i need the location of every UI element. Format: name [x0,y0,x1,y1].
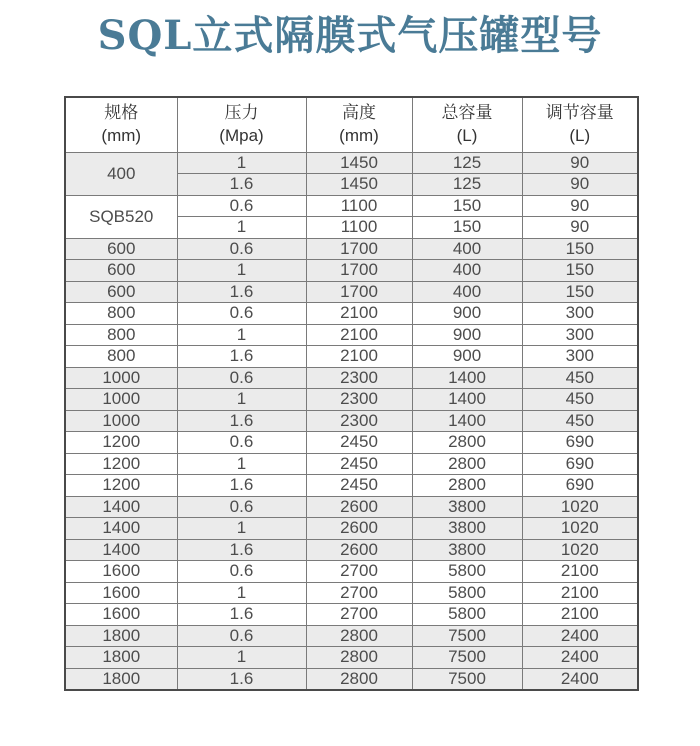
cell-spec: 600 [65,238,177,260]
cell-adjust-capacity: 150 [522,281,638,303]
cell-height: 2450 [306,453,412,475]
column-header-unit: (mm) [101,126,142,146]
table-row [65,410,638,432]
cell-pressure: 1.6 [177,346,306,368]
cell-adjust-capacity: 1020 [522,539,638,561]
cell-adjust-capacity: 690 [522,432,638,454]
table-header-row [65,97,638,152]
cell-spec: 800 [65,346,177,368]
cell-height: 2700 [306,604,412,626]
cell-total-capacity: 3800 [412,496,522,518]
cell-pressure: 1 [177,453,306,475]
cell-adjust-capacity: 90 [522,174,638,196]
cell-spec: 1400 [65,518,177,540]
column-header-label: 总容量 [441,103,493,122]
cell-height: 2600 [306,518,412,540]
table-row [65,539,638,561]
cell-pressure: 0.6 [177,432,306,454]
cell-total-capacity: 400 [412,238,522,260]
cell-adjust-capacity: 1020 [522,518,638,540]
cell-spec: 1800 [65,668,177,690]
cell-pressure: 1 [177,260,306,282]
column-header-unit: (mm) [339,126,379,146]
cell-total-capacity: 400 [412,260,522,282]
cell-pressure: 1.6 [177,410,306,432]
cell-adjust-capacity: 450 [522,367,638,389]
table-row [65,625,638,647]
cell-height: 2450 [306,475,412,497]
table-row [65,346,638,368]
table-row [65,260,638,282]
table-row [65,561,638,583]
cell-height: 1450 [306,174,412,196]
cell-pressure: 1.6 [177,475,306,497]
table-row [65,518,638,540]
cell-total-capacity: 125 [412,174,522,196]
table-row [65,152,638,174]
cell-total-capacity: 5800 [412,561,522,583]
table-row [65,238,638,260]
cell-pressure: 0.6 [177,195,306,217]
column-header-label: 调节容量 [545,103,614,122]
cell-total-capacity: 125 [412,152,522,174]
cell-height: 2300 [306,389,412,411]
cell-spec: 600 [65,281,177,303]
table-row [65,496,638,518]
page [0,10,700,746]
cell-spec: 1600 [65,561,177,583]
cell-height: 2700 [306,582,412,604]
cell-total-capacity: 2800 [412,432,522,454]
cell-height: 2450 [306,432,412,454]
cell-height: 1700 [306,260,412,282]
cell-spec: 1200 [65,475,177,497]
table-header [65,97,638,152]
cell-spec: 1200 [65,453,177,475]
table-row [65,432,638,454]
cell-height: 1700 [306,238,412,260]
cell-pressure: 1 [177,389,306,411]
cell-adjust-capacity: 1020 [522,496,638,518]
table-row [65,604,638,626]
table-row [65,647,638,669]
cell-adjust-capacity: 2100 [522,582,638,604]
cell-total-capacity: 1400 [412,389,522,411]
column-header-1 [65,97,177,152]
cell-total-capacity: 900 [412,324,522,346]
table-row [65,195,638,217]
cell-spec: 1400 [65,539,177,561]
cell-adjust-capacity: 300 [522,324,638,346]
cell-adjust-capacity: 90 [522,195,638,217]
cell-total-capacity: 7500 [412,647,522,669]
table-row [65,281,638,303]
cell-total-capacity: 150 [412,195,522,217]
cell-height: 2600 [306,496,412,518]
table-row [65,367,638,389]
cell-total-capacity: 1400 [412,410,522,432]
cell-pressure: 1.6 [177,539,306,561]
cell-adjust-capacity: 300 [522,346,638,368]
cell-spec: 1600 [65,604,177,626]
cell-spec: 800 [65,324,177,346]
cell-spec: 1800 [65,647,177,669]
cell-total-capacity: 3800 [412,539,522,561]
column-header-label: 压力 [224,103,259,122]
cell-spec: 1600 [65,582,177,604]
cell-total-capacity: 2800 [412,453,522,475]
cell-pressure: 1 [177,582,306,604]
column-header-5 [522,97,638,152]
cell-height: 2800 [306,625,412,647]
table-row [65,303,638,325]
cell-spec: 1800 [65,625,177,647]
cell-pressure: 1 [177,647,306,669]
cell-pressure: 0.6 [177,238,306,260]
cell-pressure: 1.6 [177,604,306,626]
cell-adjust-capacity: 2400 [522,647,638,669]
cell-total-capacity: 7500 [412,668,522,690]
cell-adjust-capacity: 2100 [522,604,638,626]
table-row [65,453,638,475]
table-row [65,668,638,690]
cell-spec: 1000 [65,410,177,432]
cell-height: 1450 [306,152,412,174]
cell-adjust-capacity: 2400 [522,668,638,690]
table-row [65,389,638,411]
cell-adjust-capacity: 150 [522,238,638,260]
spec-table [64,96,639,691]
cell-height: 2100 [306,303,412,325]
cell-pressure: 0.6 [177,496,306,518]
cell-total-capacity: 7500 [412,625,522,647]
cell-pressure: 1.6 [177,281,306,303]
cell-spec: 1000 [65,389,177,411]
cell-height: 2600 [306,539,412,561]
cell-spec: 1200 [65,432,177,454]
cell-adjust-capacity: 2400 [522,625,638,647]
cell-spec: SQB520 [65,195,177,238]
cell-pressure: 1.6 [177,668,306,690]
cell-adjust-capacity: 90 [522,152,638,174]
cell-pressure: 0.6 [177,561,306,583]
cell-pressure: 0.6 [177,303,306,325]
column-header-unit: (Mpa) [219,126,264,146]
cell-total-capacity: 3800 [412,518,522,540]
cell-height: 2700 [306,561,412,583]
cell-pressure: 0.6 [177,367,306,389]
cell-adjust-capacity: 450 [522,410,638,432]
cell-pressure: 1 [177,152,306,174]
cell-spec: 1000 [65,367,177,389]
cell-total-capacity: 900 [412,346,522,368]
cell-height: 1100 [306,217,412,239]
cell-height: 2100 [306,324,412,346]
cell-total-capacity: 150 [412,217,522,239]
column-header-unit: (L) [569,126,591,146]
table-row [65,582,638,604]
cell-spec: 1400 [65,496,177,518]
cell-pressure: 0.6 [177,625,306,647]
cell-adjust-capacity: 150 [522,260,638,282]
cell-height: 1700 [306,281,412,303]
column-header-2 [177,97,306,152]
cell-spec: 600 [65,260,177,282]
cell-adjust-capacity: 450 [522,389,638,411]
table-row [65,475,638,497]
cell-total-capacity: 5800 [412,582,522,604]
table-row [65,324,638,346]
cell-pressure: 1 [177,518,306,540]
column-header-label: 规格 [104,103,139,122]
cell-total-capacity: 400 [412,281,522,303]
cell-total-capacity: 5800 [412,604,522,626]
cell-pressure: 1.6 [177,174,306,196]
cell-adjust-capacity: 2100 [522,561,638,583]
cell-adjust-capacity: 690 [522,475,638,497]
column-header-unit: (L) [456,126,478,146]
column-header-label: 高度 [342,103,376,122]
cell-pressure: 1 [177,217,306,239]
column-header-3 [306,97,412,152]
cell-spec: 400 [65,152,177,195]
cell-adjust-capacity: 90 [522,217,638,239]
cell-height: 2800 [306,647,412,669]
cell-spec: 800 [65,303,177,325]
cell-height: 2300 [306,410,412,432]
table-body [65,152,638,690]
page-title: SQL立式隔膜式气压罐型号 [97,12,603,59]
cell-height: 2100 [306,346,412,368]
cell-adjust-capacity: 300 [522,303,638,325]
cell-total-capacity: 2800 [412,475,522,497]
column-header-4 [412,97,522,152]
cell-adjust-capacity: 690 [522,453,638,475]
cell-height: 2800 [306,668,412,690]
cell-total-capacity: 900 [412,303,522,325]
cell-height: 1100 [306,195,412,217]
cell-height: 2300 [306,367,412,389]
cell-pressure: 1 [177,324,306,346]
cell-total-capacity: 1400 [412,367,522,389]
